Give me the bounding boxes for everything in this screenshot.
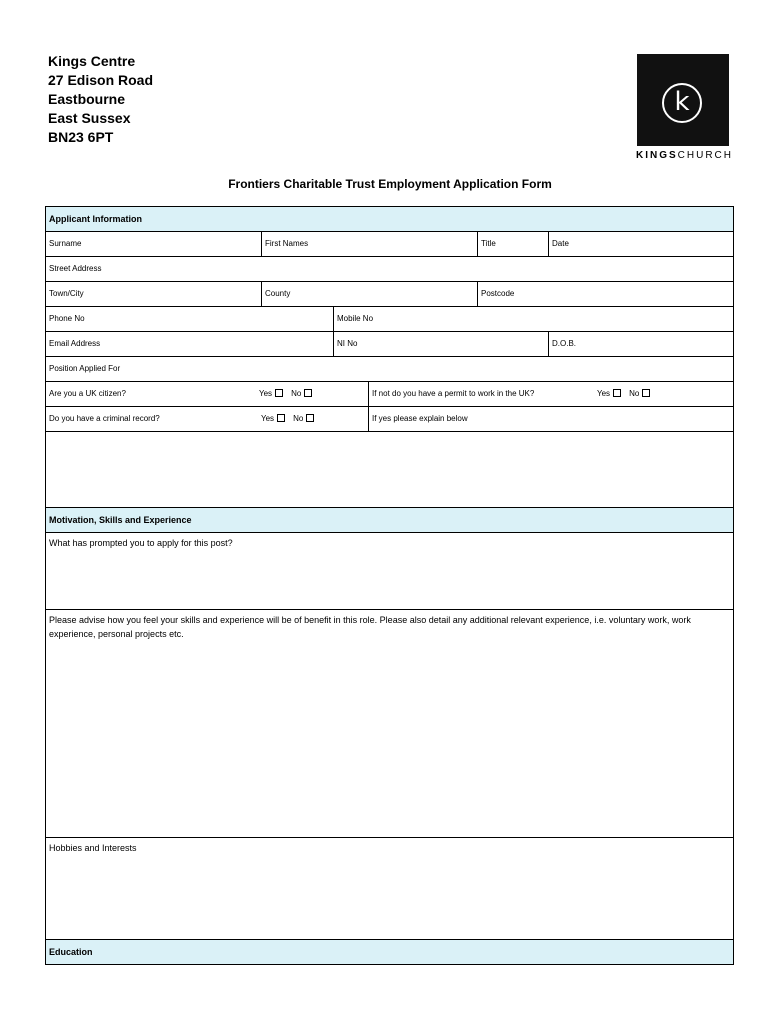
application-form <box>45 206 734 965</box>
yes-label: Yes <box>597 389 611 398</box>
kings-church-logo <box>637 54 729 146</box>
street-address-field[interactable]: Street Address <box>49 264 102 273</box>
form-row <box>46 407 733 432</box>
skills-prompt: Please advise how you feel your skills and experience will be of benefit in this role. Please also detail any additional relevant experience, i.e. voluntary work, work experience, personal projects etc. <box>49 615 691 639</box>
permit-yes-checkbox[interactable] <box>613 389 621 397</box>
k-logo-icon: k <box>662 83 702 123</box>
postcode-field[interactable]: Postcode <box>477 282 733 306</box>
criminal-record-label: Do you have a criminal record? <box>49 414 160 423</box>
uk-citizen-no-checkbox[interactable] <box>304 389 312 397</box>
section-education: Education <box>46 940 733 964</box>
form-row <box>46 307 733 332</box>
town-city-field[interactable]: Town/City <box>49 289 84 298</box>
section-motivation: Motivation, Skills and Experience <box>46 508 733 533</box>
criminal-record-options <box>258 407 368 431</box>
skills-answer-area[interactable] <box>46 610 733 838</box>
no-label: No <box>629 389 640 398</box>
address-line: East Sussex <box>48 110 131 126</box>
permit-options <box>594 382 733 406</box>
form-row <box>46 282 733 307</box>
form-row <box>46 232 733 257</box>
uk-citizen-label: Are you a UK citizen? <box>49 389 126 398</box>
criminal-yes-checkbox[interactable] <box>277 414 285 422</box>
address-line: BN23 6PT <box>48 129 114 145</box>
position-applied-field[interactable]: Position Applied For <box>49 364 121 373</box>
form-row <box>46 357 733 382</box>
permit-no-checkbox[interactable] <box>642 389 650 397</box>
motivation-prompt: What has prompted you to apply for this post? <box>49 538 233 548</box>
no-label: No <box>291 389 302 398</box>
date-field[interactable]: Date <box>548 232 733 256</box>
address-line: 27 Edison Road <box>48 72 154 88</box>
first-names-field[interactable]: First Names <box>261 232 477 256</box>
county-field[interactable]: County <box>261 282 477 306</box>
mobile-field[interactable]: Mobile No <box>333 307 733 331</box>
criminal-no-checkbox[interactable] <box>306 414 314 422</box>
explain-label: If yes please explain below <box>368 407 733 431</box>
yes-label: Yes <box>259 389 273 398</box>
email-field[interactable]: Email Address <box>49 339 101 348</box>
form-row <box>46 382 733 407</box>
address-line: Eastbourne <box>48 91 126 107</box>
address-block <box>48 52 153 147</box>
title-field[interactable]: Title <box>477 232 548 256</box>
phone-field[interactable]: Phone No <box>49 314 85 323</box>
uk-citizen-options <box>256 382 368 406</box>
no-label: No <box>293 414 304 423</box>
address-line: Kings Centre <box>48 53 136 69</box>
yes-label: Yes <box>261 414 275 423</box>
logo-word-bold: KINGS <box>636 150 678 161</box>
hobbies-answer-area[interactable] <box>46 838 733 940</box>
section-applicant-information: Applicant Information <box>46 207 733 232</box>
surname-field[interactable]: Surname <box>49 239 82 248</box>
hobbies-prompt: Hobbies and Interests <box>49 843 137 853</box>
dob-field[interactable]: D.O.B. <box>548 332 733 356</box>
form-row <box>46 257 733 282</box>
ni-number-field[interactable]: NI No <box>333 332 548 356</box>
logo-word-light: CHURCH <box>677 150 734 161</box>
form-row <box>46 332 733 357</box>
logo-wordmark <box>636 150 733 161</box>
permit-label: If not do you have a permit to work in the UK? <box>368 382 594 406</box>
uk-citizen-yes-checkbox[interactable] <box>275 389 283 397</box>
criminal-explanation-area[interactable] <box>46 432 733 508</box>
form-title: Frontiers Charitable Trust Employment Application Form <box>228 177 552 191</box>
motivation-answer-area[interactable] <box>46 533 733 610</box>
